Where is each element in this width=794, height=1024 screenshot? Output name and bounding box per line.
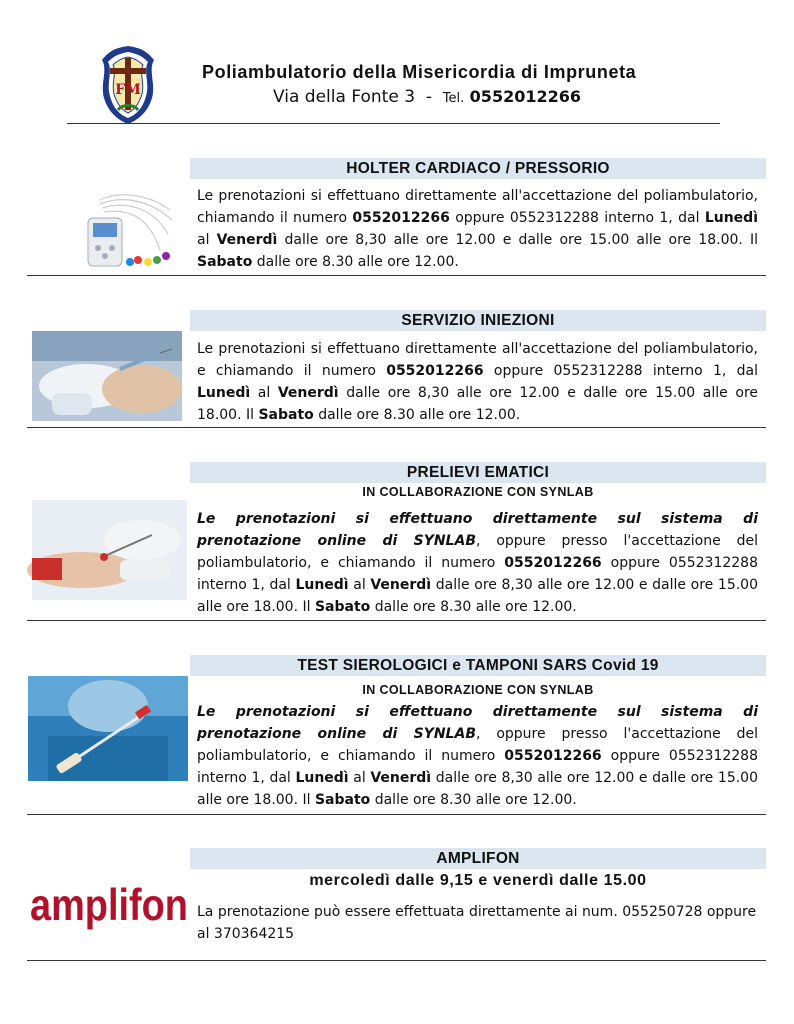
section-divider <box>27 960 766 961</box>
section-divider <box>27 814 766 815</box>
phone-number[interactable]: 0552012266 <box>386 363 484 379</box>
section-text: Le prenotazioni si effettuano direttamente sul sistema di prenotazione online di SYNLAB, oppure presso l'accettazione del poliambulatorio, e chiamando il numero 0552012266 oppure 0552312288 interno 1, dal Lunedì al Venerdì dalle ore 8,30 alle ore 12.00 e dalle ore 15.00 alle ore 18.00. Il Sabato dalle ore 8.30 alle ore 12.00. <box>197 511 758 615</box>
section-text: Le prenotazioni si effettuano direttamente sul sistema di prenotazione online di SYNLAB, oppure presso l'accettazione del poliambulatorio, e chiamando il numero 0552012266 oppure 0552312288 interno 1, dal Lunedì al Venerdì dalle ore 8,30 alle ore 12.00 e dalle ore 15.00 alle ore 18.00. Il Sabato dalle ore 8.30 alle ore 12.00. <box>197 704 758 808</box>
section-text: Le prenotazioni si effettuano direttamente all'accettazione del poliambulatorio, chiamando il numero 0552012266 oppure 0552312288 interno 1, dal Lunedì al Venerdì dalle ore 8,30 alle ore 12.00 e dalle ore 15.00 alle ore 18.00. Il Sabato dalle ore 8.30 alle ore 12.00. <box>197 188 758 270</box>
clinic-address <box>273 87 581 107</box>
injection-photo-icon <box>32 331 182 421</box>
section-text: La prenotazione può essere effettuata direttamente ai num. 055250728 oppure al 370364215 <box>197 904 757 942</box>
phone-number[interactable]: 0552012266 <box>504 555 602 571</box>
section-subtitle: IN COLLABORAZIONE CON SYNLAB <box>362 485 594 499</box>
section-divider <box>27 275 766 276</box>
holter-device-icon <box>80 190 180 270</box>
section-divider <box>27 427 766 428</box>
section-divider <box>27 620 766 621</box>
section-title: PRELIEVI EMATICI <box>190 462 766 483</box>
amplifon-logo <box>28 878 190 942</box>
section-title: TEST SIEROLOGICI e TAMPONI SARS Covid 19 <box>190 655 766 676</box>
section-subtitle: IN COLLABORAZIONE CON SYNLAB <box>362 683 594 697</box>
section-text: Le prenotazioni si effettuano direttamente all'accettazione del poliambulatorio, e chiamando il numero 0552012266 oppure 0552312288 interno 1, dal Lunedì al Venerdì dalle ore 8,30 alle ore 12.00 e dalle ore 15.00 alle ore 18.00. Il Sabato dalle ore 8.30 alle ore 12.00. <box>197 341 759 423</box>
svg-text:FM: FM <box>115 82 141 98</box>
phone-number[interactable]: 0552012266 <box>352 210 450 226</box>
swab-test-photo-icon <box>28 676 188 781</box>
address-separator: - <box>425 87 432 107</box>
phone-number[interactable]: 0552012266 <box>504 748 602 764</box>
section-subtitle: mercoledì dalle 9,15 e venerdì dalle 15.00 <box>309 872 647 889</box>
svg-text:amplifon: amplifon <box>30 881 188 931</box>
clinic-phone[interactable]: 0552012266 <box>469 87 581 106</box>
section-title: SERVIZIO INIEZIONI <box>190 310 766 331</box>
header-divider <box>67 123 720 124</box>
section-title: AMPLIFON <box>190 848 766 869</box>
blood-draw-photo-icon <box>32 500 187 600</box>
tel-label: Tel. <box>442 91 465 106</box>
address-street: Via della Fonte 3 <box>273 87 416 107</box>
clinic-name: Poliambulatorio della Misericordia di Impruneta <box>202 62 637 82</box>
misericordia-crest-logo <box>96 44 160 126</box>
section-title: HOLTER CARDIACO / PRESSORIO <box>190 158 766 179</box>
